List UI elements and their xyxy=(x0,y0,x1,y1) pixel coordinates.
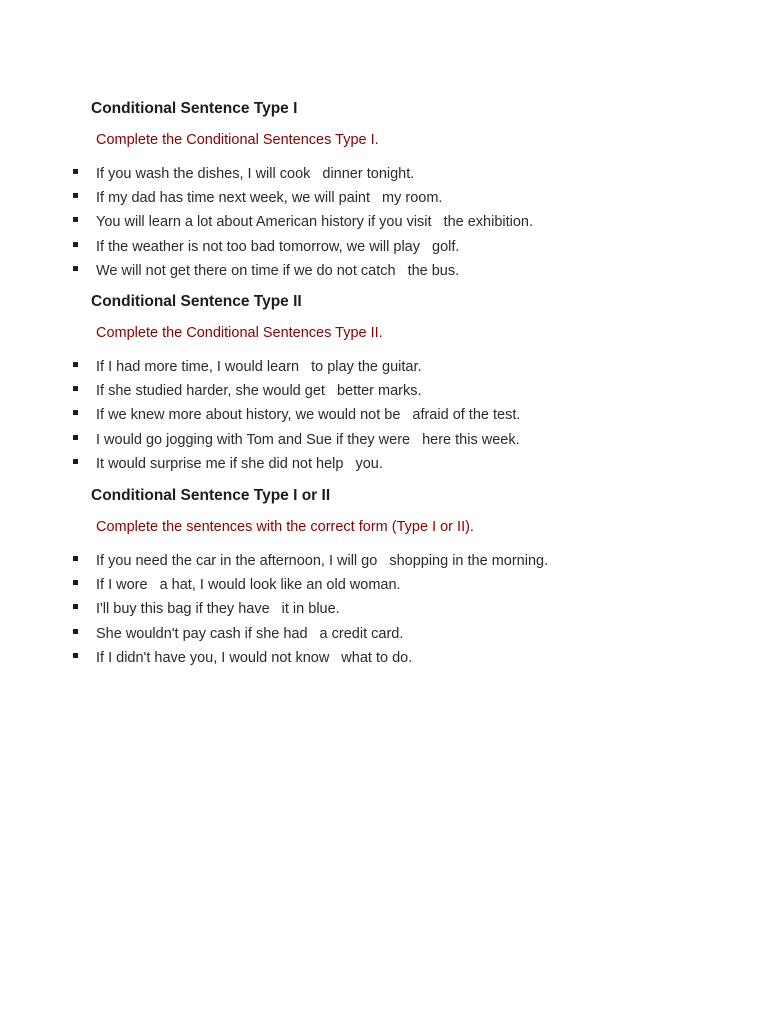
bullet-icon xyxy=(73,266,78,271)
bullet-icon xyxy=(73,459,78,464)
bullet-icon xyxy=(73,629,78,634)
sentence-end: the exhibition. xyxy=(443,214,534,231)
sentence-start: We will not get there on time if we do not catch xyxy=(96,262,396,279)
bullet-icon xyxy=(73,604,78,609)
exercise-sentence xyxy=(96,262,459,280)
sentence-start: If she studied harder, she would get xyxy=(96,383,325,400)
bullet-icon xyxy=(73,193,78,198)
sentence-end: a credit card. xyxy=(319,625,404,642)
sentence-end: here this week. xyxy=(422,431,520,448)
bullet-icon xyxy=(73,435,78,440)
bullet-icon xyxy=(73,410,78,415)
sentence-start: She wouldn't pay cash if she had xyxy=(96,625,308,642)
section-title: Conditional Sentence Type I xyxy=(91,100,298,117)
list-item xyxy=(0,358,768,382)
sentence-end: it in blue. xyxy=(281,601,340,618)
list-item xyxy=(0,165,768,189)
sentence-end: to play the guitar. xyxy=(311,359,422,375)
exercise-sentence xyxy=(96,649,412,667)
list-item xyxy=(0,406,768,430)
sentence-end: you. xyxy=(355,455,383,472)
exercise-sentence xyxy=(96,165,414,183)
exercise-list xyxy=(0,165,768,286)
list-item xyxy=(0,455,768,479)
list-item xyxy=(0,576,768,600)
section-instruction: Complete the sentences with the correct form (Type I or II). xyxy=(96,519,474,535)
list-item xyxy=(0,552,768,576)
exercise-list xyxy=(0,552,768,673)
sentence-end: my room. xyxy=(382,190,443,207)
sentence-start: I'll buy this bag if they have xyxy=(96,601,270,618)
bullet-icon xyxy=(73,362,78,367)
sentence-start: If I had more time, I would learn xyxy=(96,359,300,375)
sentence-start: You will learn a lot about American history if you visit xyxy=(96,214,432,231)
sentence-start: If I didn't have you, I would not know xyxy=(96,649,330,666)
exercise-sentence xyxy=(96,189,442,207)
sentence-end: a hat, I would look like an old woman. xyxy=(159,577,401,594)
section-title: Conditional Sentence Type II xyxy=(91,293,302,310)
bullet-icon xyxy=(73,386,78,391)
exercise-sentence xyxy=(96,576,401,594)
sentence-start: I would go jogging with Tom and Sue if they were xyxy=(96,431,411,448)
sentence-end: golf. xyxy=(432,238,460,255)
sentence-start: If I wore xyxy=(96,577,148,594)
list-item xyxy=(0,431,768,455)
exercise-sentence xyxy=(96,552,548,570)
exercise-sentence xyxy=(96,431,520,449)
exercise-sentence xyxy=(96,600,340,618)
sentence-start: If the weather is not too bad tomorrow, we will play xyxy=(96,238,420,255)
list-item xyxy=(0,649,768,673)
sentence-end: shopping in the morning. xyxy=(389,553,549,569)
sentence-start: It would surprise me if she did not help xyxy=(96,455,344,472)
exercise-sentence xyxy=(96,238,459,256)
exercise-sentence xyxy=(96,455,383,473)
exercise-sentence xyxy=(96,382,422,400)
section-instruction: Complete the Conditional Sentences Type II. xyxy=(96,325,383,341)
list-item xyxy=(0,600,768,624)
sentence-start: If we knew more about history, we would not be xyxy=(96,407,401,424)
list-item xyxy=(0,382,768,406)
section-title: Conditional Sentence Type I or II xyxy=(91,487,331,504)
sentence-start: If you need the car in the afternoon, I will go xyxy=(96,553,378,569)
sentence-start: If you wash the dishes, I will cook xyxy=(96,166,311,182)
bullet-icon xyxy=(73,242,78,247)
exercise-sentence xyxy=(96,358,422,376)
exercise-sentence xyxy=(96,406,520,424)
sentence-end: better marks. xyxy=(336,383,422,400)
sentence-end: dinner tonight. xyxy=(322,166,415,182)
list-item xyxy=(0,262,768,286)
exercise-sentence xyxy=(96,625,403,643)
bullet-icon xyxy=(73,169,78,174)
bullet-icon xyxy=(73,556,78,561)
list-item xyxy=(0,189,768,213)
exercise-list xyxy=(0,358,768,479)
list-item xyxy=(0,213,768,237)
sentence-end: afraid of the test. xyxy=(412,407,521,424)
list-item xyxy=(0,625,768,649)
sentence-end: what to do. xyxy=(341,649,413,666)
bullet-icon xyxy=(73,580,78,585)
bullet-icon xyxy=(73,217,78,222)
bullet-icon xyxy=(73,653,78,658)
exercise-sentence xyxy=(96,213,533,231)
list-item xyxy=(0,238,768,262)
sentence-start: If my dad has time next week, we will paint xyxy=(96,190,371,207)
section-instruction: Complete the Conditional Sentences Type I. xyxy=(96,132,379,148)
sentence-end: the bus. xyxy=(407,262,460,279)
